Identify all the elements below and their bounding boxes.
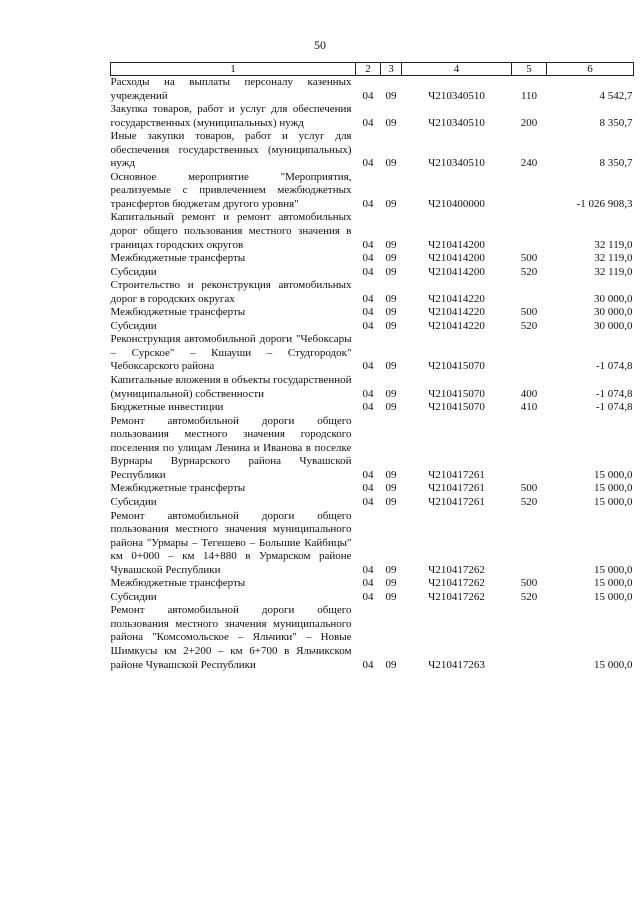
cell-target-article: Ч210417262 [428,590,485,603]
cell-section: 04 [362,577,374,590]
cell-expense-type [512,171,547,212]
cell-amount: -1 074,8 [595,387,633,400]
cell-name: Межбюджетные трансферты [110,482,246,495]
cell-name: Бюджетные инвестиции [110,401,224,414]
header-col-5: 5 [512,63,547,76]
cell-name: Строительство и реконструкция автомобильных дорог в городских округах [110,279,352,305]
cell-expense-type: 500 [520,577,538,590]
cell-section: 04 [362,116,374,129]
cell-expense-type: 520 [520,265,538,278]
table-body [111,76,634,673]
cell-amount: 8 350,7 [599,116,633,129]
cell-amount: 15 000,0 [594,658,633,671]
cell-section: 04 [362,360,374,373]
header-col-4: 4 [402,63,512,76]
cell-section: 04 [362,482,374,495]
header-col-1: 1 [111,63,356,76]
cell-target-article: Ч210414220 [428,319,485,332]
cell-section: 04 [362,292,374,305]
cell-subsection: 09 [385,401,397,414]
cell-amount: 15 000,0 [594,563,633,576]
cell-subsection: 09 [385,252,397,265]
cell-target-article: Ч210414220 [428,306,485,319]
table-row [111,76,634,104]
table-row [111,279,634,306]
cell-expense-type: 110 [520,89,538,102]
cell-name: Межбюджетные трансферты [110,252,246,265]
cell-name: Межбюджетные трансферты [110,577,246,590]
budget-table [110,62,634,672]
cell-name: Капитальный ремонт и ремонт автомобильных дорог общего пользования местного значения в границах городских округов [110,211,352,251]
cell-expense-type [512,211,547,252]
cell-target-article: Ч210417261 [428,468,485,481]
cell-subsection: 09 [385,116,397,129]
cell-expense-type: 520 [520,495,538,508]
cell-subsection: 09 [385,387,397,400]
cell-target-article: Ч210414200 [428,252,485,265]
cell-expense-type: 500 [520,482,538,495]
cell-section: 04 [362,401,374,414]
table-row [111,591,634,605]
cell-target-article: Ч210340510 [428,157,485,170]
cell-expense-type [512,333,547,374]
cell-section: 04 [362,89,374,102]
cell-target-article: Ч210415070 [428,360,485,373]
cell-amount: -1 074,8 [595,401,633,414]
cell-subsection: 09 [385,319,397,332]
cell-subsection: 09 [385,590,397,603]
cell-name: Основное мероприятие "Мероприятия, реализуемые с привлечением межбюджетных трансфертов бюджетам другого уровня" [110,170,352,210]
cell-target-article: Ч210417262 [428,563,485,576]
table-row [111,374,634,401]
cell-subsection: 09 [385,197,397,210]
cell-section: 04 [362,590,374,603]
cell-target-article: Ч210417262 [428,577,485,590]
cell-amount: 15 000,0 [594,590,633,603]
cell-name: Ремонт автомобильной дороги общего пользования местного значения городского поселения по улицам Ленина и Иванова в поселке Вурнары Вурнарского района Чувашской Республики [110,414,352,481]
cell-name: Иные закупки товаров, работ и услуг для обеспечения государственных (муниципальных) нужд [110,130,352,170]
cell-target-article: Ч210340510 [428,89,485,102]
cell-expense-type: 410 [520,401,538,414]
cell-name: Субсидии [110,265,157,278]
cell-expense-type [512,510,547,578]
cell-section: 04 [362,306,374,319]
cell-section: 04 [362,319,374,332]
cell-section: 04 [362,387,374,400]
cell-target-article: Ч210340510 [428,116,485,129]
table-row [111,401,634,415]
cell-expense-type: 240 [520,157,538,170]
cell-expense-type: 500 [520,306,538,319]
cell-name: Ремонт автомобильной дороги общего пользования местного значения муниципального района "Комсомольское – Яльчики" – Новые Шимкусы км 2+200 – км 6+700 в Яльчикском районе Чувашской Республики [110,604,352,671]
cell-name: Субсидии [110,590,157,603]
cell-amount: 30 000,0 [594,319,633,332]
cell-amount: 8 350,7 [599,157,633,170]
table-row [111,320,634,334]
cell-subsection: 09 [385,360,397,373]
cell-subsection: 09 [385,265,397,278]
table-row [111,130,634,171]
cell-name: Расходы на выплаты персоналу казенных учреждений [110,76,352,102]
cell-target-article: Ч210417261 [428,482,485,495]
cell-section: 04 [362,468,374,481]
header-col-6: 6 [547,63,634,76]
cell-target-article: Ч210400000 [428,197,485,210]
cell-subsection: 09 [385,238,397,251]
cell-expense-type [512,415,547,483]
page-number: 50 [314,38,326,52]
cell-amount: 15 000,0 [594,482,633,495]
table-row [111,333,634,374]
cell-subsection: 09 [385,495,397,508]
cell-target-article: Ч210414220 [428,292,485,305]
cell-subsection: 09 [385,577,397,590]
cell-target-article: Ч210414200 [428,265,485,278]
cell-amount: 15 000,0 [594,495,633,508]
cell-subsection: 09 [385,306,397,319]
cell-target-article: Ч210414200 [428,238,485,251]
table-header-row [111,63,634,76]
cell-target-article: Ч210417261 [428,495,485,508]
header-col-3: 3 [381,63,402,76]
cell-amount: 15 000,0 [594,468,633,481]
cell-expense-type: 400 [520,387,538,400]
table-row [111,211,634,252]
cell-expense-type: 520 [520,590,538,603]
cell-expense-type: 500 [520,252,538,265]
cell-target-article: Ч210415070 [428,387,485,400]
cell-section: 04 [362,197,374,210]
cell-subsection: 09 [385,468,397,481]
cell-expense-type [512,604,547,672]
cell-amount: 32 119,0 [594,252,633,265]
table-row [111,604,634,672]
cell-section: 04 [362,265,374,278]
table-row [111,252,634,266]
table-row [111,266,634,280]
cell-amount: 30 000,0 [594,292,633,305]
header-col-2: 2 [356,63,381,76]
table-row [111,577,634,591]
cell-section: 04 [362,658,374,671]
cell-subsection: 09 [385,658,397,671]
cell-name: Ремонт автомобильной дороги общего пользования местного значения муниципального района "Урмары – Тегешево – Большие Кайбицы" км 0+000 – км 14+880 в Урмарском районе Чувашской Республики [110,509,352,576]
cell-name: Субсидии [110,495,157,508]
cell-section: 04 [362,563,374,576]
cell-section: 04 [362,238,374,251]
cell-expense-type: 200 [520,116,538,129]
cell-name: Субсидии [110,319,157,332]
cell-amount: -1 074,8 [595,360,633,373]
table-row [111,103,634,130]
cell-target-article: Ч210415070 [428,401,485,414]
table-row [111,496,634,510]
cell-name: Закупка товаров, работ и услуг для обеспечения государственных (муниципальных) нужд [110,103,352,129]
cell-subsection: 09 [385,292,397,305]
cell-name: Межбюджетные трансферты [110,306,246,319]
cell-target-article: Ч210417263 [428,658,485,671]
cell-expense-type [512,279,547,306]
cell-subsection: 09 [385,157,397,170]
table-row [111,482,634,496]
cell-subsection: 09 [385,482,397,495]
cell-amount: 15 000,0 [594,577,633,590]
cell-amount: 30 000,0 [594,306,633,319]
cell-amount: 32 119,0 [594,265,633,278]
cell-name: Капитальные вложения в объекты государственной (муниципальной) собственности [110,374,352,400]
cell-subsection: 09 [385,89,397,102]
cell-amount: -1 026 908,3 [576,197,633,210]
table-row [111,415,634,483]
cell-section: 04 [362,252,374,265]
cell-name: Реконструкция автомобильной дороги "Чебоксары – Сурское" – Кшауши – Студгородок" Чебоксарского района [110,333,352,373]
cell-amount: 32 119,0 [594,238,633,251]
cell-expense-type: 520 [520,319,538,332]
cell-subsection: 09 [385,563,397,576]
cell-section: 04 [362,495,374,508]
cell-amount: 4 542,7 [599,89,633,102]
table-row [111,171,634,212]
cell-section: 04 [362,157,374,170]
table-row [111,306,634,320]
table-row [111,510,634,578]
